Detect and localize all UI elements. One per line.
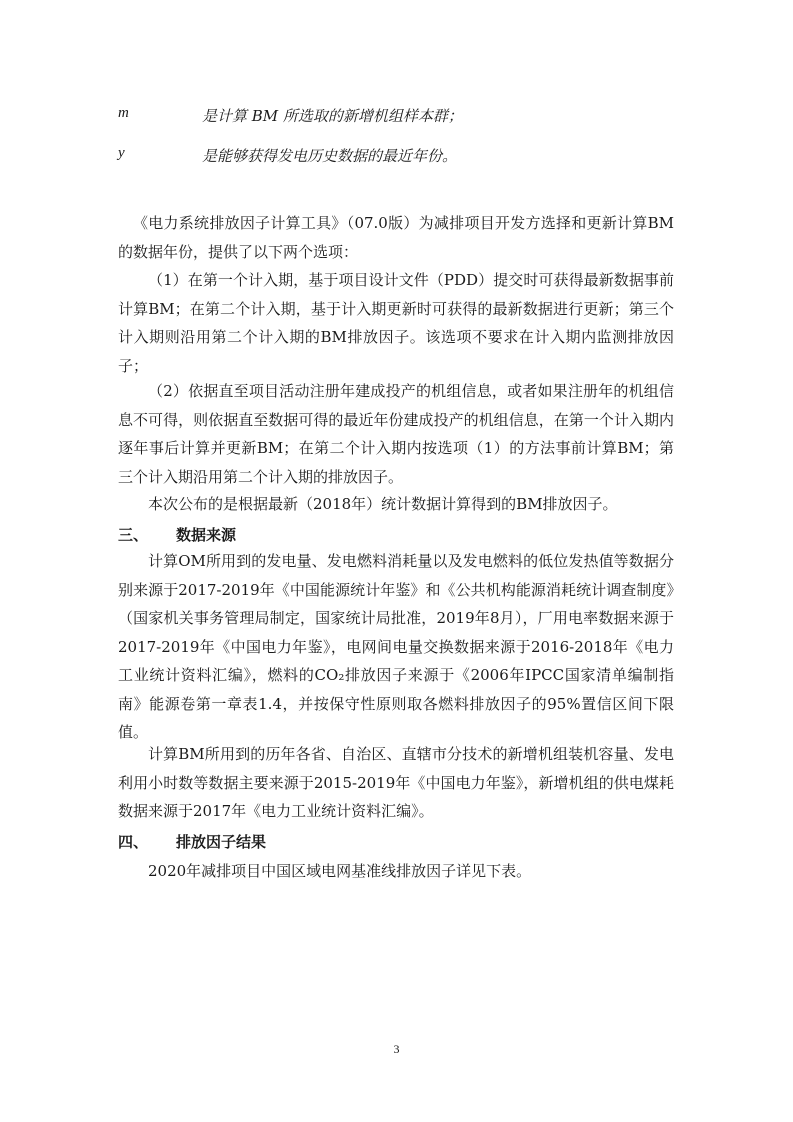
paragraph-calculation-tool: 《电力系统排放因子计算工具》（07.0版）为减排项目开发方选择和更新计算BM的数据年份，提供了以下两个选项： [118,214,674,261]
definition-description: 是计算 BM 所选取的新增机组样本群； [202,107,463,125]
paragraph-option-2: （2）依据直至项目活动注册年建成投产的机组信息，或者如果注册年的机组信息不可得，则依据直至数据可得的最近年份建成投产的机组信息，在第一个计入期内逐年事后计算并更新BM；在第二个计入期内按选项（1）的方法事前计算BM；第三个计入期沿用第二个计入期的排放因子。 [118,382,674,486]
section-number: 四、 [118,833,149,851]
definition-symbol: y [118,145,125,161]
definition-description: 是能够获得发电历史数据的最近年份。 [202,147,458,165]
definition-symbol: m [118,105,129,121]
page-number: 3 [393,1042,400,1056]
section-number: 三、 [118,526,149,544]
paragraph-bm-data-sources: 计算BM所用到的历年各省、自治区、直辖市分技术的新增机组装机容量、发电利用小时数等数据主要来源于2015-2019年《中国电力年鉴》，新增机组的供电煤耗数据来源于2017年《电力工业统计资料汇编》。 [118,745,674,820]
paragraph-bm-publication: 本次公布的是根据最新（2018年）统计数据计算得到的BM排放因子。 [148,495,618,513]
paragraph-results-intro: 2020年减排项目中国区域电网基准线排放因子详见下表。 [148,862,532,880]
paragraph-option-1: （1）在第一个计入期，基于项目设计文件（PDD）提交时可获得最新数据事前计算BM；在第二个计入期，基于计入期更新时可获得的最新数据进行更新；第三个计入期则沿用第二个计入期的BM排放因子。该选项不要求在计入期内监测排放因子； [118,271,674,375]
section-title: 数据来源 [176,526,237,544]
section-title: 排放因子结果 [176,833,267,851]
paragraph-om-data-sources: 计算OM所用到的发电量、发电燃料消耗量以及发电燃料的低位发热值等数据分别来源于2017-2019年《中国能源统计年鉴》和《公共机构能源消耗统计调查制度》（国家机关事务管理局制定，国家统计局批准，2019年8月），厂用电率数据来源于2017-2019年《中国电力年鉴》，电网间电量交换数据来源于2016-2018年《电力工业统计资料汇编》，燃料的CO₂排放因子来源于《2006年IPCC国家清单编制指南》能源卷第一章表1.4，并按保守性原则取各燃料排放因子的95%置信区间下限值。 [118,552,674,741]
